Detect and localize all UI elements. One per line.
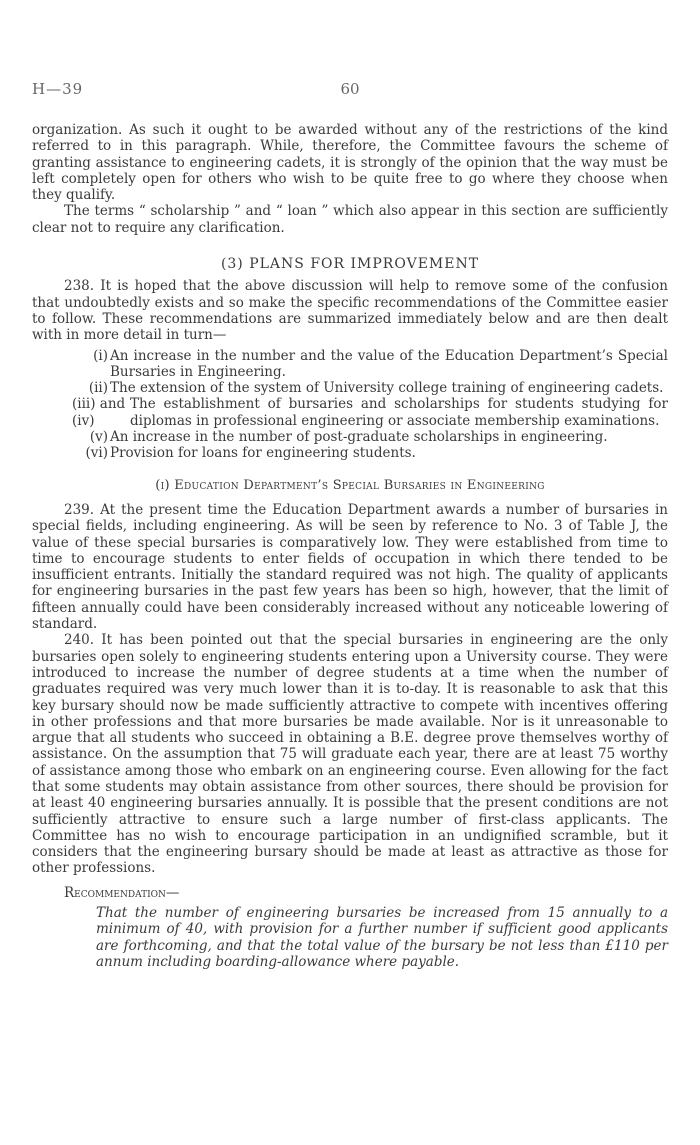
document-reference: H—39 (32, 80, 84, 98)
section-heading: (3) PLANS FOR IMPROVEMENT (220, 256, 480, 273)
paragraph-239: 239. At the present time the Education Department awards a number of bursaries in special fields, including engineering. As will be seen by reference to No. 3 of Table J, the value of these special bursaries is comparatively low. They were established from time to time to encourage students to enter fields of occupation in which there tended to be insufficient entrants. Initially the standard required was not high. The quality of applicants for engineering bursaries in the past few years has been so high, however, that the limit of fifteen annually could have been considerably increased without any noticeable lowering of standard. (32, 501, 668, 633)
recommendations-list (32, 348, 668, 462)
page-number: 60 (340, 80, 360, 98)
paragraph-238: 238. It is hoped that the above discussion will help to remove some of the confusion that undoubtedly exists and so make the specific recommendations of the Committee easier to follow. These recommendations are summarized immediately below and are then dealt with in more detail in turn— (32, 278, 668, 344)
paragraph-terms: The terms “ scholarship ” and “ loan ” which also appear in this section are sufficiently clear not to require any clarification. (32, 203, 668, 236)
list-item: (iii) and (iv) The establishment of bursaries and scholarships for students studying for diplomas in professional engineering or associate membership examinations. (72, 396, 668, 429)
recommendation-text: That the number of engineering bursaries be increased from 15 annually to a minimum of 40, with provision for a further number if sufficient good applicants are forthcoming, and that the total value of the bursary be not less than £110 per annum including boarding-allowance where payable. (96, 905, 668, 970)
list-item: (v) An increase in the number of post-graduate scholarships in engineering. (89, 429, 608, 446)
list-item: (ii) The extension of the system of University college training of engineering cadets. (88, 380, 664, 397)
list-item: (i) An increase in the number and the value of the Education Department’s Special Bursaries in Engineering. (93, 347, 668, 380)
list-item: (vi) Provision for loans for engineering students. (85, 445, 416, 462)
paragraph-continuation: organization. As such it ought to be awarded without any of the restrictions of the kind referred to in this paragraph. While, therefore, the Committee favours the scheme of granting assistance to engineering cadets, it is strongly of the opinion that the way must be left completely open for others who wish to be quite free to go where they choose when they qualify. (32, 122, 668, 204)
paragraph-240: 240. It has been pointed out that the special bursaries in engineering are the only bursaries open solely to engineering students entering upon a University course. They were introduced to increase the number of degree students at a time when the number of graduates required was very much lower than it is to-day. It is reasonable to ask that this key bursary should now be made sufficiently attractive to compete with incentives offering in other professions and that more bursaries be made available. Nor is it unreasonable to argue that all students who succeed in obtaining a B.E. degree prove themselves worthy of assistance. On the assumption that 75 will graduate each year, there are at least 75 worthy of assistance among those who embark on an engineering course. Even allowing for the fact that some students may obtain assistance from other sources, there should be provision for at least 40 engineering bursaries annually. It is possible that the present conditions are not sufficiently attractive to ensure such a large number of first-class applicants. The Committee has no wish to encourage participation in an undignified scramble, but it considers that the engineering bursary should be made at least as attractive as those for other professions. (32, 632, 668, 877)
subsection-heading: (i) Education Department’s Special Bursaries in Engineering (155, 477, 545, 493)
page-body (32, 122, 668, 970)
recommendation-label: Recommendation— (64, 884, 180, 901)
